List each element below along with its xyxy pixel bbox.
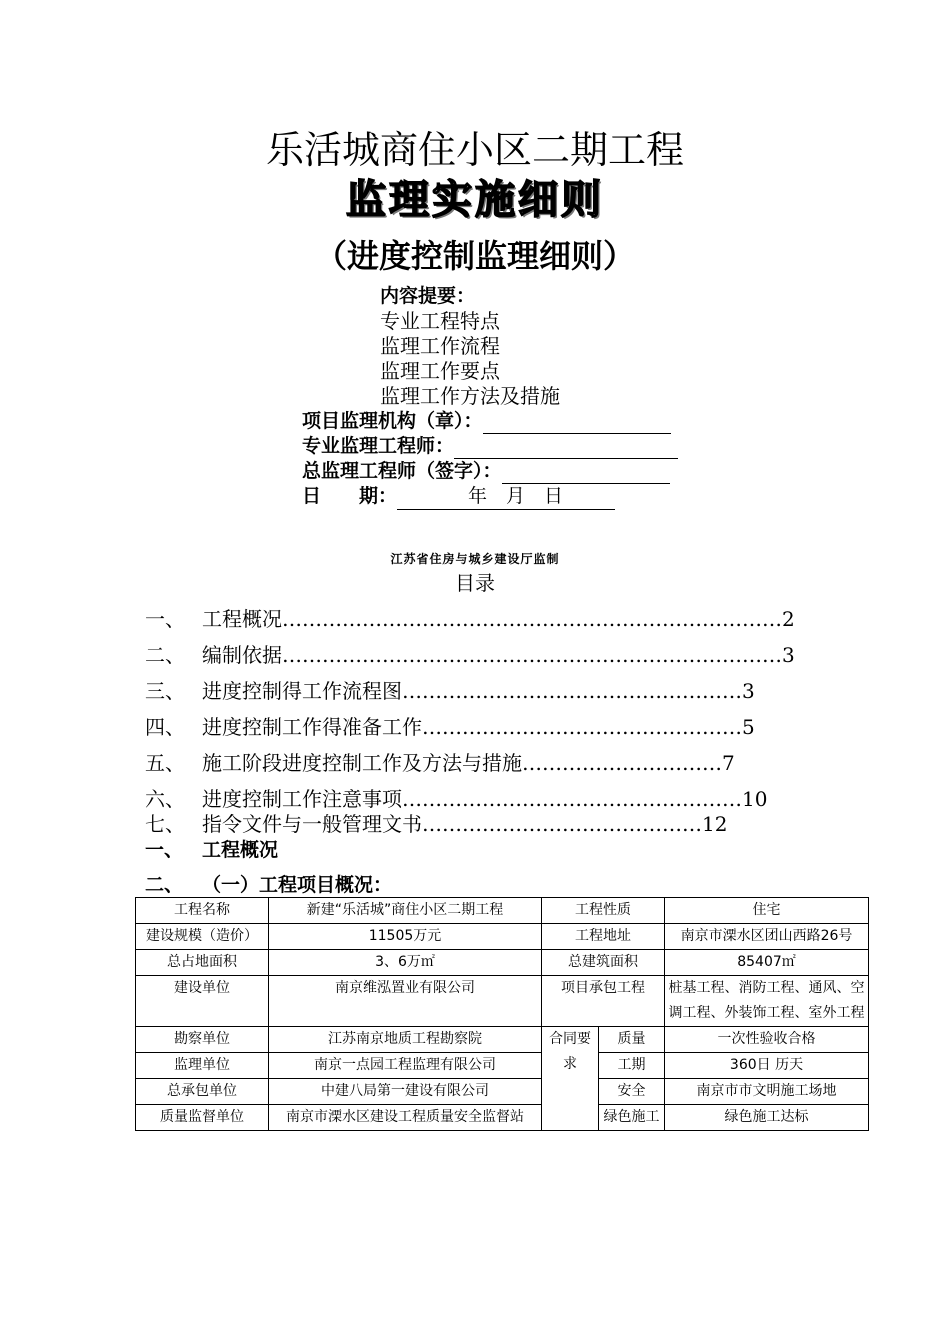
table-cell-contract-requirements: 合同要求 xyxy=(542,1027,599,1131)
toc-entry-text: 编制依据…………………………………………………………………3 xyxy=(202,643,795,667)
toc-entry xyxy=(145,811,727,837)
title-subtitle: （进度控制监理细则） xyxy=(314,237,635,275)
summary-heading: 内容提要： xyxy=(380,285,476,307)
table-row xyxy=(136,950,869,976)
toc-entry-num: 七、 xyxy=(145,812,185,836)
toc-title: 目录 xyxy=(455,571,495,595)
table-cell: 住宅 xyxy=(665,898,869,924)
table-cell: 工程性质 xyxy=(542,898,665,924)
sign-org-blank xyxy=(483,413,671,434)
toc-entry xyxy=(145,786,767,812)
sign-engineer-label: 专业监理工程师： xyxy=(302,435,455,457)
table-cell: 3、6万㎡ xyxy=(269,950,542,976)
title-project-name: 乐活城商住小区二期工程 xyxy=(265,128,684,172)
sign-org-row xyxy=(302,409,671,434)
table-cell: 质量监督单位 xyxy=(136,1105,269,1131)
project-info-table xyxy=(135,897,869,1131)
table-cell: 江苏南京地质工程勘察院 xyxy=(269,1027,542,1053)
summary-item: 监理工作要点 xyxy=(380,359,500,383)
table-cell: 南京维泓置业有限公司 xyxy=(269,976,542,1027)
table-cell: 安全 xyxy=(599,1079,665,1105)
sign-engineer-blank xyxy=(454,438,678,459)
section-num: 一、 xyxy=(145,839,184,861)
sign-org-label: 项目监理机构（章）： xyxy=(302,410,483,432)
toc-entry-text: 进度控制工作得准备工作…………………………………………5 xyxy=(202,715,755,739)
toc-entry xyxy=(145,642,795,668)
date-blank: 年 月 日 xyxy=(397,484,615,510)
section-num: 二、 xyxy=(145,874,184,896)
table-cell: 南京市溧水区建设工程质量安全监督站 xyxy=(269,1105,542,1131)
table-cell: 工程地址 xyxy=(542,924,665,950)
sign-chief-row xyxy=(302,459,670,484)
toc-entry-text: 施工阶段进度控制工作及方法与措施…………………………7 xyxy=(202,751,735,775)
summary-item: 专业工程特点 xyxy=(380,309,500,333)
table-row xyxy=(136,1027,869,1053)
table-cell: 绿色施工 xyxy=(599,1105,665,1131)
table-cell: 质量 xyxy=(599,1027,665,1053)
toc-entry-num: 三、 xyxy=(145,679,185,703)
toc-entry-num: 二、 xyxy=(145,643,185,667)
section-heading-project xyxy=(145,872,392,898)
toc-entry-num: 六、 xyxy=(145,787,185,811)
table-cell: 总建筑面积 xyxy=(542,950,665,976)
table-cell: 南京市市文明施工场地 xyxy=(665,1079,869,1105)
date-row xyxy=(302,484,615,510)
summary-item: 监理工作流程 xyxy=(380,334,500,358)
date-label: 日 期： xyxy=(302,485,398,507)
toc-entry-text: 进度控制得工作流程图……………………………………………3 xyxy=(202,679,755,703)
table-cell: 勘察单位 xyxy=(136,1027,269,1053)
table-cell: 新建“乐活城”商住小区二期工程 xyxy=(269,898,542,924)
issuer-line: 江苏省住房与城乡建设厅监制 xyxy=(390,552,560,566)
table-cell: 一次性验收合格 xyxy=(665,1027,869,1053)
section-title: 工程概况 xyxy=(202,839,279,861)
toc-entry-num: 一、 xyxy=(145,607,185,631)
sign-chief-blank xyxy=(502,463,670,484)
table-cell: 建设单位 xyxy=(136,976,269,1027)
table-cell: 11505万元 xyxy=(269,924,542,950)
toc-entry-num: 五、 xyxy=(145,751,185,775)
content-summary xyxy=(380,284,560,409)
table-row xyxy=(136,1053,869,1079)
table-cell: 360日 历天 xyxy=(665,1053,869,1079)
table-cell: 桩基工程、消防工程、通风、空调工程、外装饰工程、室外工程 xyxy=(665,976,869,1027)
sign-engineer-row xyxy=(302,434,678,459)
table-row xyxy=(136,898,869,924)
table-cell: 中建八局第一建设有限公司 xyxy=(269,1079,542,1105)
table-cell: 85407㎡ xyxy=(665,950,869,976)
summary-item: 监理工作方法及措施 xyxy=(380,384,560,408)
table-row xyxy=(136,976,869,1027)
toc-entry-text: 工程概况…………………………………………………………………2 xyxy=(202,607,795,631)
title-document-type: 监理实施细则 xyxy=(346,177,604,223)
toc-entry-text: 进度控制工作注意事项……………………………………………10 xyxy=(202,787,768,811)
table-cell: 绿色施工达标 xyxy=(665,1105,869,1131)
table-cell: 工期 xyxy=(599,1053,665,1079)
table-cell: 总占地面积 xyxy=(136,950,269,976)
toc-entry xyxy=(145,606,795,632)
table-row xyxy=(136,1105,869,1131)
section-title: （一）工程项目概况： xyxy=(202,874,393,896)
table-cell: 监理单位 xyxy=(136,1053,269,1079)
table-row xyxy=(136,924,869,950)
section-heading-overview xyxy=(145,837,278,863)
table-cell: 南京一点园工程监理有限公司 xyxy=(269,1053,542,1079)
table-row xyxy=(136,1079,869,1105)
toc-entry xyxy=(145,750,735,776)
table-cell: 南京市溧水区团山西路26号 xyxy=(665,924,869,950)
table-cell: 项目承包工程 xyxy=(542,976,665,1027)
table-cell: 总承包单位 xyxy=(136,1079,269,1105)
table-cell: 工程名称 xyxy=(136,898,269,924)
toc-entry xyxy=(145,678,755,704)
toc-entry-num: 四、 xyxy=(145,715,185,739)
toc-entry-text: 指令文件与一般管理文书……………………………………12 xyxy=(202,812,728,836)
toc-entry xyxy=(145,714,755,740)
table-cell: 建设规模（造价） xyxy=(136,924,269,950)
sign-chief-label: 总监理工程师（签字）： xyxy=(302,460,502,482)
